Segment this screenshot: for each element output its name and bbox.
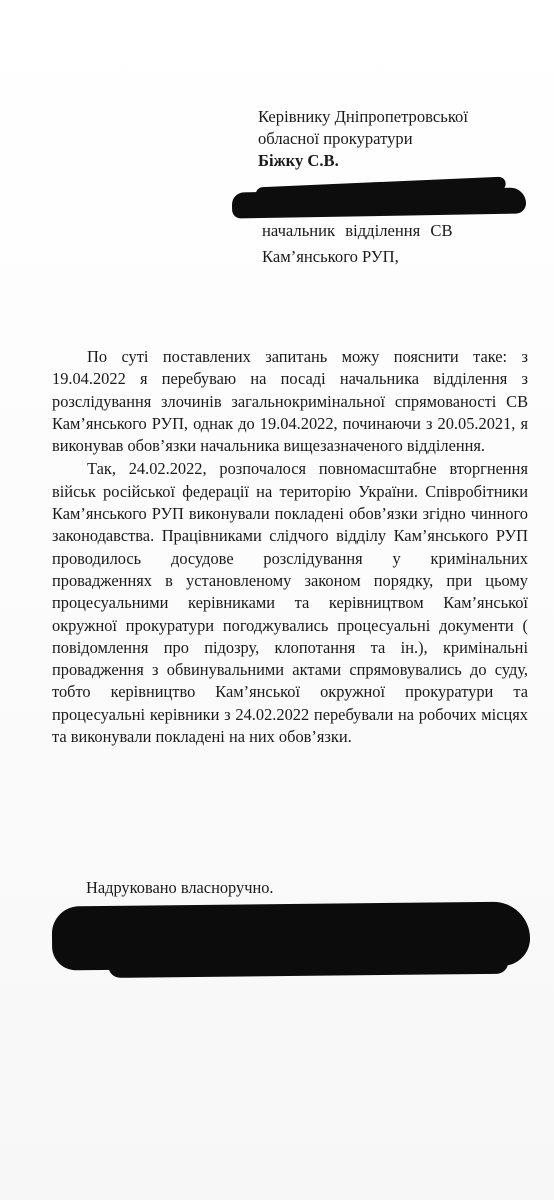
body-paragraph-1: По суті поставлених запитань можу пояснити таке: з 19.04.2022 я перебуваю на посаді начальника відділення з розслідування злочинів загальнокримінальної спрямованості СВ Кам’янського РУП, однак до 19.04.2022, починаючи з 20.05.2021, я виконував обов’язки начальника вищезазначеного відділення. — [52, 347, 528, 456]
addressee-block — [258, 106, 544, 172]
sender-position: начальник відділення СВ — [262, 221, 453, 240]
sender-block — [262, 218, 542, 270]
body-paragraph-2: Так, 24.02.2022, розпочалося повномасштабне вторгнення військ російської федерації на територію України. Співробітники Кам’янського РУП виконували покладені обов’язки згідно чинного законодавства. Працівниками слідчого відділу Кам’янського РУП проводилось досудове розслідування у кримінальних провадженнях в установленому законом порядку, при цьому процесуальними керівниками та керівництвом Кам’янської окружної прокуратури погоджувались процесуальні документи ( повідомлення про підозру, клопотання та ін.), кримінальні провадження з обвинувальними актами спрямовувались до суду, тобто керівництво Кам’янської окружної прокуратури та процесуальні керівники з 24.02.2022 перебували на робочих місцях та виконували покладені на них обов’язки. — [52, 459, 528, 747]
recipient-title: Керівнику Дніпропетровської — [258, 107, 468, 126]
sender-department: Кам’янського РУП, — [262, 247, 399, 266]
recipient-organization: обласної прокуратури — [258, 129, 413, 148]
typed-note: Надруковано власноручно. — [86, 878, 274, 897]
recipient-name: Біжку С.В. — [258, 151, 339, 170]
redaction-sender-name — [232, 187, 526, 218]
letter-body — [52, 346, 528, 748]
redaction-signature — [52, 901, 531, 970]
